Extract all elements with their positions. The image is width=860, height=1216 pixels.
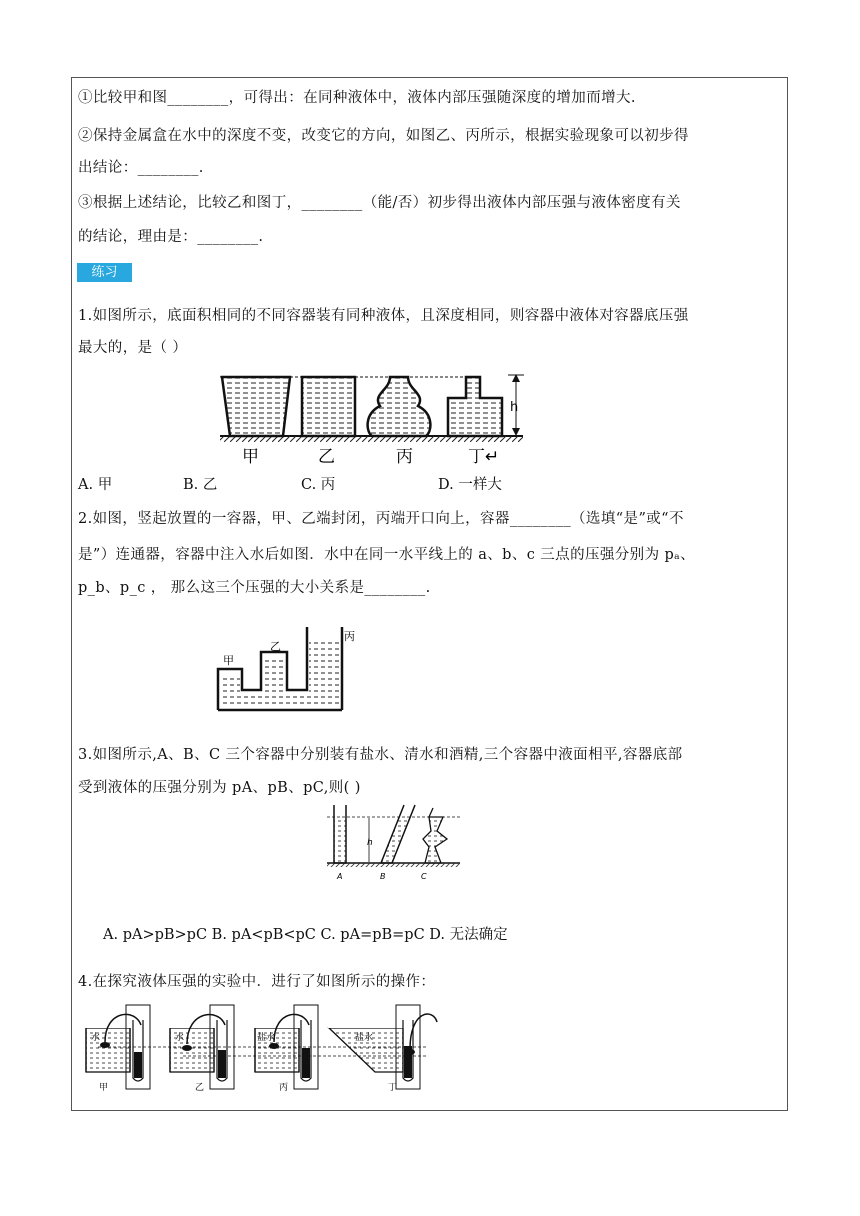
p2-line3: p_b、p_c ， 那么这三个压强的大小关系是________. xyxy=(78,580,431,596)
p3-figure xyxy=(325,803,465,883)
p1-figure xyxy=(218,370,528,468)
p2-label-bing: 丙 xyxy=(344,630,355,643)
p1-label-yi: 乙 xyxy=(318,447,335,467)
p3-label-c: C xyxy=(421,872,427,881)
intro-q3-line2: 的结论，理由是：________. xyxy=(78,229,264,245)
p1-line1: 1.如图所示，底面积相同的不同容器装有同种液体，且深度相同，则容器中液体对容器底压强 xyxy=(78,308,689,324)
p1-option-c: C. 丙 xyxy=(301,477,336,493)
p4-figure xyxy=(83,1000,438,1092)
intro-q2-line2: 出结论：________. xyxy=(78,160,204,176)
p1-option-b: B. 乙 xyxy=(183,477,218,493)
p4-liquid-jia: 水 xyxy=(91,1033,101,1043)
p2-line2: 是”）连通器，容器中注入水后如图．水中在同一水平线上的 a、b、c 三点的压强分别为 pₐ、 xyxy=(78,547,696,563)
p2-label-jia: 甲 xyxy=(223,654,234,667)
p4-liquid-yi: 水 xyxy=(175,1033,185,1043)
p3-line2: 受到液体的压强分别为 pA、pB、pC,则( ) xyxy=(78,780,361,796)
p4-label-bing: 丙 xyxy=(279,1083,289,1092)
p3-label-a: A xyxy=(337,872,343,881)
p4-label-jia: 甲 xyxy=(99,1083,109,1092)
p4-liquid-bing: 盐水 xyxy=(257,1033,276,1043)
intro-q2-line1: ②保持金属盒在水中的深度不变，改变它的方向，如图乙、丙所示，根据实验现象可以初步得 xyxy=(78,128,689,144)
p1-option-d: D. 一样大 xyxy=(438,477,502,493)
p2-label-yi: 乙 xyxy=(270,640,281,653)
p2-line1: 2.如图，竖起放置的一容器，甲、乙端封闭，丙端开口向上，容器________（选填“是”或“不 xyxy=(78,511,684,527)
p3-line1: 3.如图所示,A、B、C 三个容器中分别装有盐水、清水和酒精,三个容器中液面相平,容器底部 xyxy=(78,747,683,763)
p3-label-b: B xyxy=(380,872,386,881)
p4-label-yi: 乙 xyxy=(195,1083,205,1092)
intro-q3-line1: ③根据上述结论，比较乙和图丁，________（能/否）初步得出液体内部压强与液体密度有关 xyxy=(78,195,681,211)
section-label-practice: 练习 xyxy=(77,263,132,282)
p1-line2: 最大的，是（ ） xyxy=(78,340,188,356)
p1-label-ding: 丁↵ xyxy=(468,447,500,467)
p1-option-a: A. 甲 xyxy=(78,477,113,493)
p3-h-label: h xyxy=(367,838,373,848)
p4-liquid-ding: 盐水 xyxy=(355,1033,374,1043)
p1-label-bing: 丙 xyxy=(396,447,413,467)
p4-label-ding: 丁 xyxy=(388,1083,398,1092)
intro-q1: ①比较甲和图________，可得出：在同种液体中，液体内部压强随深度的增加而增大. xyxy=(78,90,636,106)
p1-label-jia: 甲 xyxy=(242,447,259,467)
p3-options: A. pA>pB>pC B. pA<pB<pC C. pA=pB=pC D. 无法确定 xyxy=(103,927,508,943)
p4-line1: 4.在探究液体压强的实验中．进行了如图所示的操作： xyxy=(78,974,436,990)
p1-h-label: h xyxy=(510,400,519,415)
p2-figure xyxy=(215,622,355,714)
